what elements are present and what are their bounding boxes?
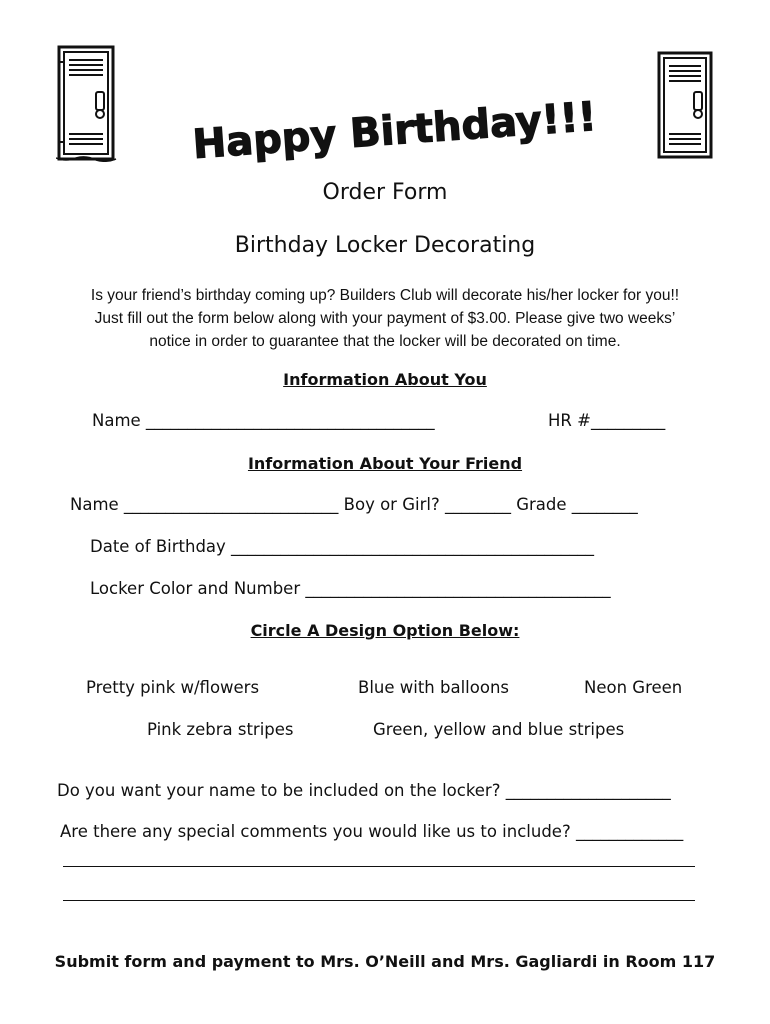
order-form-heading: Order Form (322, 180, 448, 205)
intro-paragraph (35, 284, 735, 353)
design-option-blue-balloons[interactable]: Blue with balloons (358, 678, 510, 697)
date-of-birthday-field[interactable]: Date of Birthday ____________________________________________ (90, 537, 595, 556)
include-name-question[interactable]: Do you want your name to be included on the locker? ____________________ (57, 781, 671, 800)
design-option-pink-zebra[interactable]: Pink zebra stripes (147, 720, 294, 739)
design-option-neon-green[interactable]: Neon Green (584, 678, 683, 697)
locker-decorating-heading: Birthday Locker Decorating (234, 233, 536, 258)
comments-line-1[interactable] (63, 866, 695, 867)
your-name-field[interactable]: Name ___________________________________ (92, 411, 435, 430)
section-friend-heading: Information About Your Friend (247, 454, 523, 473)
design-option-green-yellow-blue[interactable]: Green, yellow and blue stripes (373, 720, 625, 739)
intro-line-2: Just fill out the form below along with your payment of $3.00. Please give two weeks’ (94, 310, 676, 327)
section-you-heading: Information About You (283, 370, 487, 389)
intro-line-1: Is your friend’s birthday coming up? Builders Club will decorate his/her locker for you!! (90, 287, 680, 304)
intro-line-3: notice in order to guarantee that the locker will be decorated on time. (149, 333, 621, 350)
design-option-pink-flowers[interactable]: Pretty pink w/flowers (86, 678, 260, 697)
title-text: Happy Birthday!!! (191, 93, 598, 169)
locker-left-icon (56, 44, 118, 162)
special-comments-question[interactable]: Are there any special comments you would like us to include? _____________ (60, 822, 684, 841)
comments-line-2[interactable] (63, 900, 695, 901)
design-heading: Circle A Design Option Below: (250, 621, 520, 640)
homeroom-field[interactable]: HR #_________ (548, 411, 666, 430)
locker-color-number-field[interactable]: Locker Color and Number _____________________________________ (90, 579, 611, 598)
locker-right-icon (656, 50, 716, 162)
page-title (160, 92, 630, 172)
submit-instructions: Submit form and payment to Mrs. O’Neill and Mrs. Gagliardi in Room 117 (54, 952, 716, 971)
friend-name-gender-grade-field[interactable]: Name __________________________ Boy or Girl? ________ Grade ________ (70, 495, 638, 514)
